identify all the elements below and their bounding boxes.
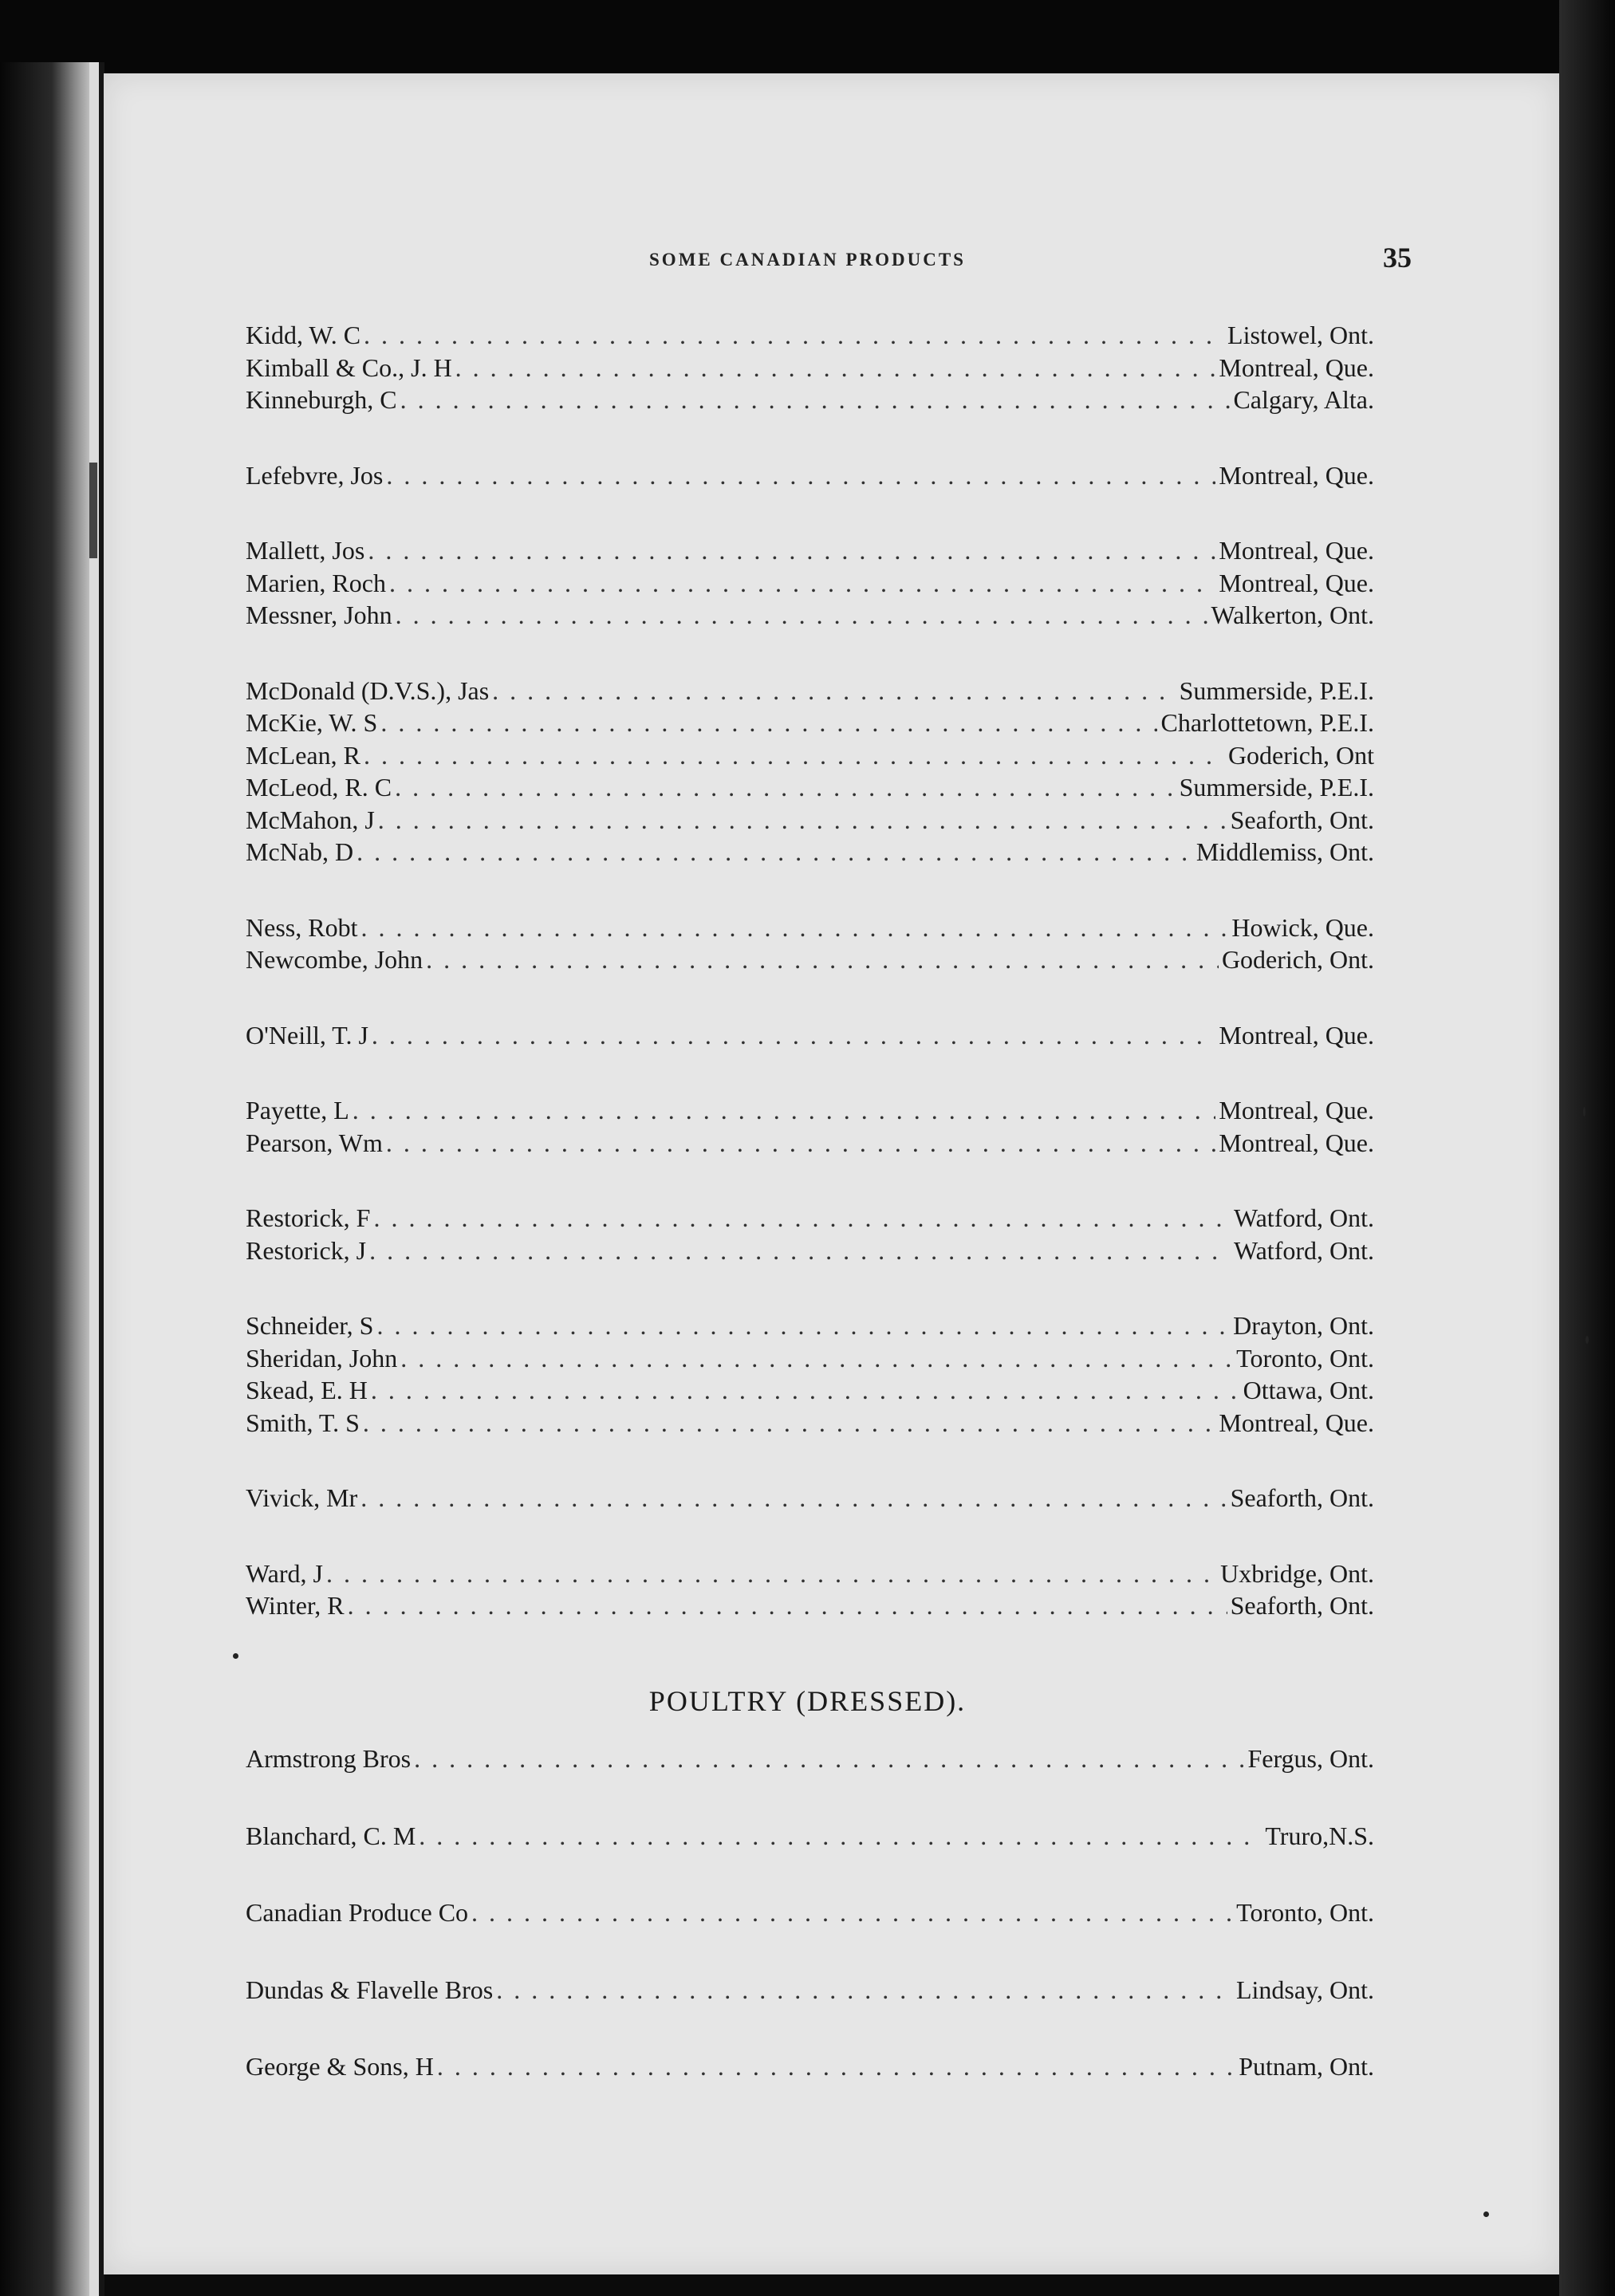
list-item <box>246 675 1374 707</box>
list-item <box>246 1558 1374 1590</box>
list-item <box>246 1974 1374 2007</box>
page-number: 35 <box>1383 242 1412 274</box>
dot-leader <box>371 1374 1240 1407</box>
dot-leader <box>378 804 1227 837</box>
entry-location: Goderich, Ont <box>1227 740 1374 770</box>
entry-name: Kinneburgh, C <box>246 385 397 414</box>
entry-group <box>246 319 1374 416</box>
entry-group <box>246 1482 1374 1514</box>
entry-name: Kimball & Co., J. H <box>246 352 452 382</box>
entry-group <box>246 1019 1374 1052</box>
entry-name: Restorick, J <box>246 1235 367 1265</box>
entry-location: Montreal, Que. <box>1219 1408 1374 1437</box>
entry-name: Skead, E. H <box>246 1376 368 1404</box>
entry-location: Montreal, Que. <box>1219 1128 1374 1157</box>
entry-group <box>246 1309 1374 1439</box>
list-item <box>246 804 1374 837</box>
running-head: SOME CANADIAN PRODUCTS <box>649 250 966 270</box>
entry-name: George & Sons, H <box>246 2052 434 2081</box>
dot-leader <box>326 1558 1217 1590</box>
entry-name: Armstrong Bros <box>246 1744 412 1773</box>
dot-leader <box>471 1896 1233 1929</box>
list-item <box>246 739 1374 772</box>
list-item <box>246 1820 1374 1853</box>
stray-dot <box>1483 2211 1489 2217</box>
entry-name: Smith, T. S <box>246 1408 360 1437</box>
entry-group <box>246 1558 1374 1622</box>
entry-name: Dundas & Flavelle Bros <box>246 1975 494 2004</box>
entry-name: McLean, R <box>246 740 360 770</box>
entry-location: Montreal, Que. <box>1219 352 1374 382</box>
entry-name: Blanchard, C. M <box>246 1821 416 1850</box>
dot-leader <box>419 1820 1262 1853</box>
list-item <box>246 912 1374 944</box>
entry-location: Seaforth, Ont. <box>1230 805 1374 834</box>
entry-name: Mallett, Jos <box>246 536 365 565</box>
entry-location: Calgary, Alta. <box>1233 385 1374 414</box>
entry-name: Messner, John <box>246 601 392 629</box>
dot-leader <box>496 1974 1233 2007</box>
dot-leader <box>400 1342 1233 1375</box>
dot-leader <box>363 1407 1216 1439</box>
entry-name: Vivick, Mr <box>246 1483 358 1512</box>
list-item <box>246 384 1374 416</box>
list-item <box>246 943 1374 976</box>
entry-location: Ottawa, Ont. <box>1243 1376 1374 1404</box>
entry-name: Ward, J <box>246 1558 323 1588</box>
entry-name: Payette, L <box>246 1096 349 1124</box>
entry-group <box>246 534 1374 632</box>
dot-leader <box>360 1482 1227 1514</box>
entry-location: Uxbridge, Ont. <box>1220 1558 1374 1588</box>
entry-name: Winter, R <box>246 1591 345 1620</box>
entry-location: Howick, Que. <box>1231 912 1374 942</box>
entry-location: Montreal, Que. <box>1219 536 1374 565</box>
entry-name: McDonald (D.V.S.), Jas <box>246 675 490 705</box>
entry-name: Sheridan, John <box>246 1343 398 1372</box>
entry-location: Montreal, Que. <box>1219 1020 1374 1050</box>
entry-name: McMahon, J <box>246 805 375 834</box>
entry-name: McKie, W. S <box>246 708 378 737</box>
entry-location: Watford, Ont. <box>1233 1203 1374 1232</box>
dot-leader <box>376 1309 1230 1342</box>
dot-leader <box>353 1094 1216 1127</box>
entry-name: Canadian Produce Co <box>246 1898 469 1927</box>
dot-leader <box>372 1019 1215 1052</box>
list-item <box>246 2050 1374 2083</box>
entry-name: Marien, Roch <box>246 568 386 597</box>
list-item <box>246 1019 1374 1052</box>
dot-leader <box>414 1743 1244 1775</box>
dot-leader <box>368 534 1215 567</box>
dot-leader <box>364 319 1224 352</box>
entry-location: Drayton, Ont. <box>1233 1311 1374 1340</box>
binding-mark <box>89 463 97 558</box>
dot-leader <box>389 567 1215 600</box>
entry-group <box>246 1094 1374 1159</box>
list-item <box>246 1743 1374 1775</box>
entry-location: Toronto, Ont. <box>1236 1898 1374 1927</box>
entry-location: Truro,N.S. <box>1265 1821 1374 1850</box>
entry-location: Montreal, Que. <box>1219 460 1374 490</box>
dot-leader <box>492 675 1176 707</box>
list-item <box>246 1896 1374 1929</box>
entry-location: Toronto, Ont. <box>1236 1343 1374 1372</box>
entry-name: Schneider, S <box>246 1311 374 1340</box>
list-item <box>246 319 1374 352</box>
entry-location: Goderich, Ont. <box>1221 945 1374 974</box>
book-spine-shadow <box>0 62 94 2296</box>
entry-location: Summerside, P.E.I. <box>1179 773 1374 801</box>
list-item <box>246 1589 1374 1622</box>
list-item <box>246 1127 1374 1160</box>
entry-group <box>246 912 1374 976</box>
entry-group <box>246 459 1374 492</box>
entry-location: Seaforth, Ont. <box>1230 1591 1374 1620</box>
list-item <box>246 599 1374 632</box>
list-item <box>246 1407 1374 1439</box>
entry-location: Putnam, Ont. <box>1239 2052 1374 2081</box>
entry-location: Listowel, Ont. <box>1227 321 1374 349</box>
dot-leader <box>400 384 1231 416</box>
dot-leader <box>364 739 1225 772</box>
list-item <box>246 1094 1374 1127</box>
entry-name: McLeod, R. C <box>246 773 392 801</box>
list-item <box>246 771 1374 804</box>
list-item <box>246 1342 1374 1375</box>
dot-leader <box>396 599 1208 632</box>
entry-location: Charlottetown, P.E.I. <box>1160 708 1374 737</box>
entry-location: Watford, Ont. <box>1233 1235 1374 1265</box>
dot-leader <box>386 1127 1216 1160</box>
entry-location: Summerside, P.E.I. <box>1179 675 1374 705</box>
entry-location: Seaforth, Ont. <box>1230 1483 1374 1512</box>
dot-leader <box>373 1202 1231 1235</box>
entry-name: O'Neill, T. J <box>246 1020 368 1050</box>
dot-leader <box>455 352 1216 384</box>
entry-location: Lindsay, Ont. <box>1235 1975 1374 2004</box>
list-item <box>246 1202 1374 1235</box>
list-item <box>246 1309 1374 1342</box>
dot-leader <box>386 459 1215 492</box>
entry-name: Restorick, F <box>246 1203 371 1232</box>
list-item <box>246 567 1374 600</box>
list-item <box>246 1374 1374 1407</box>
dot-leader <box>426 943 1219 976</box>
entry-location: Montreal, Que. <box>1219 1096 1374 1124</box>
dot-leader <box>437 2050 1235 2083</box>
entry-location: Walkerton, Ont. <box>1211 601 1374 629</box>
scan-top-border <box>0 0 1615 73</box>
list-item <box>246 534 1374 567</box>
dot-leader <box>360 912 1228 944</box>
stray-dot <box>233 1653 238 1659</box>
entry-name: Newcombe, John <box>246 945 423 974</box>
poultry-entries <box>246 1743 1374 2128</box>
entry-group <box>246 675 1374 868</box>
entry-location: Middlemiss, Ont. <box>1195 837 1374 866</box>
list-item <box>246 836 1374 868</box>
scan-right-border <box>1559 0 1615 2296</box>
entry-name: Ness, Robt <box>246 912 358 942</box>
dot-leader <box>356 836 1193 868</box>
margin-mark <box>1585 1336 1589 1344</box>
dot-leader <box>380 707 1157 739</box>
entry-name: McNab, D <box>246 837 354 866</box>
dot-leader <box>369 1235 1231 1267</box>
entry-name: Lefebvre, Jos <box>246 460 384 490</box>
entry-location: Montreal, Que. <box>1219 568 1374 597</box>
dot-leader <box>395 771 1176 804</box>
list-item <box>246 352 1374 384</box>
list-item <box>246 707 1374 739</box>
list-item <box>246 459 1374 492</box>
dot-leader <box>348 1589 1227 1622</box>
entry-group <box>246 1202 1374 1266</box>
entry-name: Kidd, W. C <box>246 321 361 349</box>
margin-mark <box>1583 1107 1585 1116</box>
entry-location: Fergus, Ont. <box>1247 1744 1374 1773</box>
list-item <box>246 1235 1374 1267</box>
directory-entries <box>246 319 1374 1665</box>
section-title-poultry: POULTRY (DRESSED). <box>648 1685 967 1717</box>
entry-name: Pearson, Wm <box>246 1128 383 1157</box>
list-item <box>246 1482 1374 1514</box>
